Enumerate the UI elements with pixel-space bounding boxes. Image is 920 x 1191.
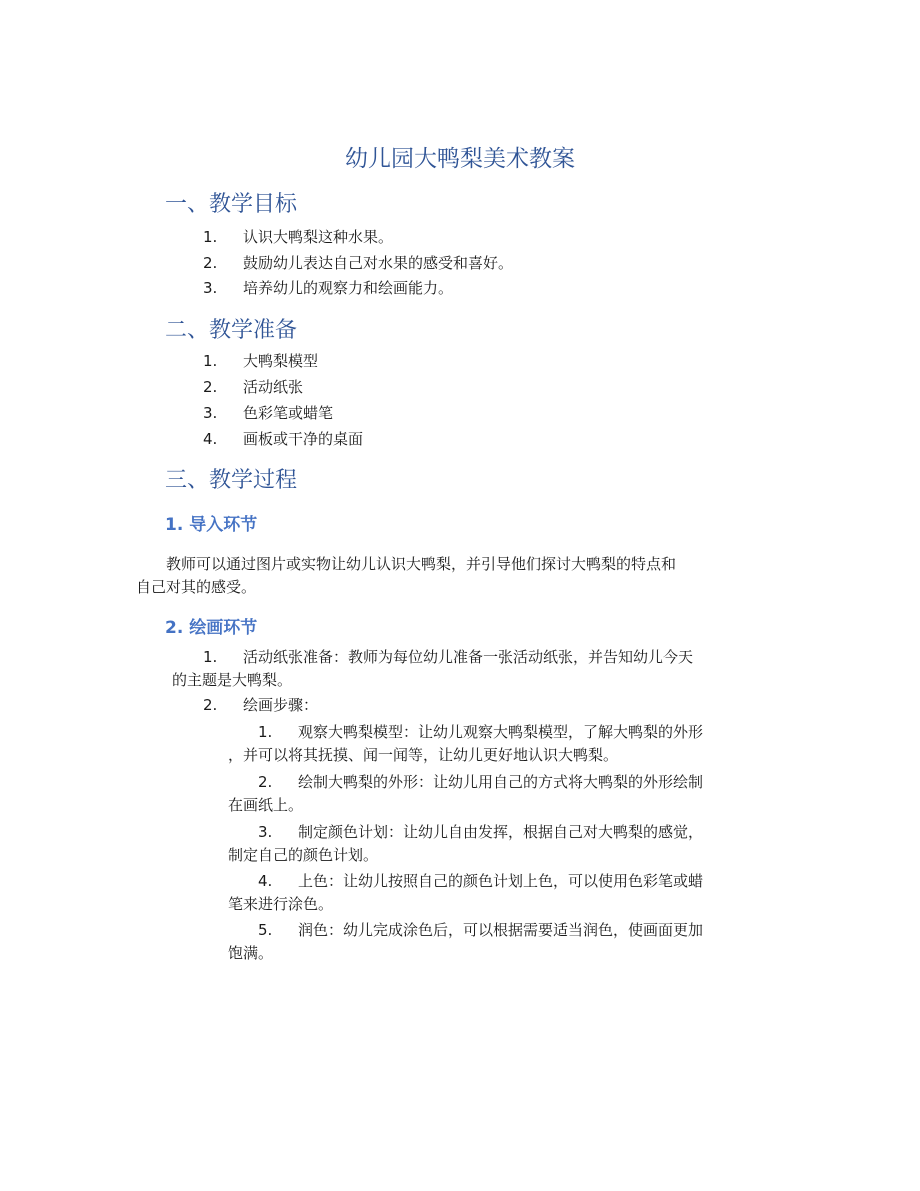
step-number: 5.: [258, 921, 273, 939]
list-number: 2.: [203, 378, 218, 396]
list-number: 3.: [203, 279, 218, 297]
step-item: [228, 919, 703, 965]
paragraph-line: 自己对其的感受。: [136, 578, 257, 596]
list-number: 4.: [203, 430, 218, 448]
list-number: 2.: [203, 254, 218, 272]
list-text: 活动纸张准备：教师为每位幼儿准备一张活动纸张，并告知幼儿今天: [243, 648, 694, 666]
list-line: 的主题是大鸭梨。: [172, 671, 293, 689]
step-line: [228, 870, 703, 893]
step-number: 1.: [258, 723, 273, 741]
step-line: [228, 919, 703, 942]
heading-teaching-process: 三、教学过程: [165, 468, 298, 493]
list-text: 鼓励幼儿表达自己对水果的感受和喜好。: [243, 254, 514, 272]
list-text: 绘画步骤：: [243, 696, 319, 714]
step-line: [228, 821, 703, 844]
step-number: 2.: [258, 773, 273, 791]
step-item: [228, 870, 703, 916]
step-item: [228, 771, 703, 817]
list-text: 培养幼儿的观察力和绘画能力。: [243, 279, 454, 297]
list-text: 活动纸张: [243, 378, 304, 396]
subheading-intro: 1. 导入环节: [165, 515, 258, 535]
list-number: 1.: [203, 648, 218, 666]
list-number: 1.: [203, 352, 218, 370]
list-number: 3.: [203, 404, 218, 422]
list-text: 画板或干净的桌面: [243, 430, 364, 448]
step-line: ，并可以将其抚摸、闻一闻等，让幼儿更好地认识大鸭梨。: [228, 746, 619, 764]
document-title: 幼儿园大鸭梨美术教案: [345, 146, 575, 172]
step-item: [228, 821, 703, 867]
intro-paragraph: [136, 553, 676, 599]
list-text: 认识大鸭梨这种水果。: [243, 228, 394, 246]
step-text: 上色：让幼儿按照自己的颜色计划上色，可以使用色彩笔或蜡: [298, 872, 704, 890]
list-number: 2.: [203, 696, 218, 714]
paragraph-line: 教师可以通过图片或实物让幼儿认识大鸭梨，并引导他们探讨大鸭梨的特点和: [166, 555, 677, 573]
step-number: 4.: [258, 872, 273, 890]
list-text: 大鸭梨模型: [243, 352, 319, 370]
step-text: 观察大鸭梨模型：让幼儿观察大鸭梨模型，了解大鸭梨的外形: [298, 723, 704, 741]
list-number: 1.: [203, 228, 218, 246]
step-line: 笔来进行涂色。: [228, 895, 334, 913]
heading-teaching-goals: 一、教学目标: [165, 192, 298, 217]
step-number: 3.: [258, 823, 273, 841]
step-text: 绘制大鸭梨的外形：让幼儿用自己的方式将大鸭梨的外形绘制: [298, 773, 704, 791]
step-line: [228, 771, 703, 794]
step-text: 润色：幼儿完成涂色后，可以根据需要适当润色，使画面更加: [298, 921, 704, 939]
step-line: 制定自己的颜色计划。: [228, 846, 379, 864]
step-text: 制定颜色计划：让幼儿自由发挥，根据自己对大鸭梨的感觉，: [298, 823, 704, 841]
subheading-drawing: 2. 绘画环节: [165, 618, 258, 638]
list-line: [172, 646, 693, 669]
heading-teaching-prep: 二、教学准备: [165, 318, 298, 343]
step-line: 在画纸上。: [228, 796, 304, 814]
list-item: [172, 646, 693, 692]
step-item: [228, 721, 703, 767]
step-line: 饱满。: [228, 944, 274, 962]
list-text: 色彩笔或蜡笔: [243, 404, 334, 422]
step-line: [228, 721, 703, 744]
